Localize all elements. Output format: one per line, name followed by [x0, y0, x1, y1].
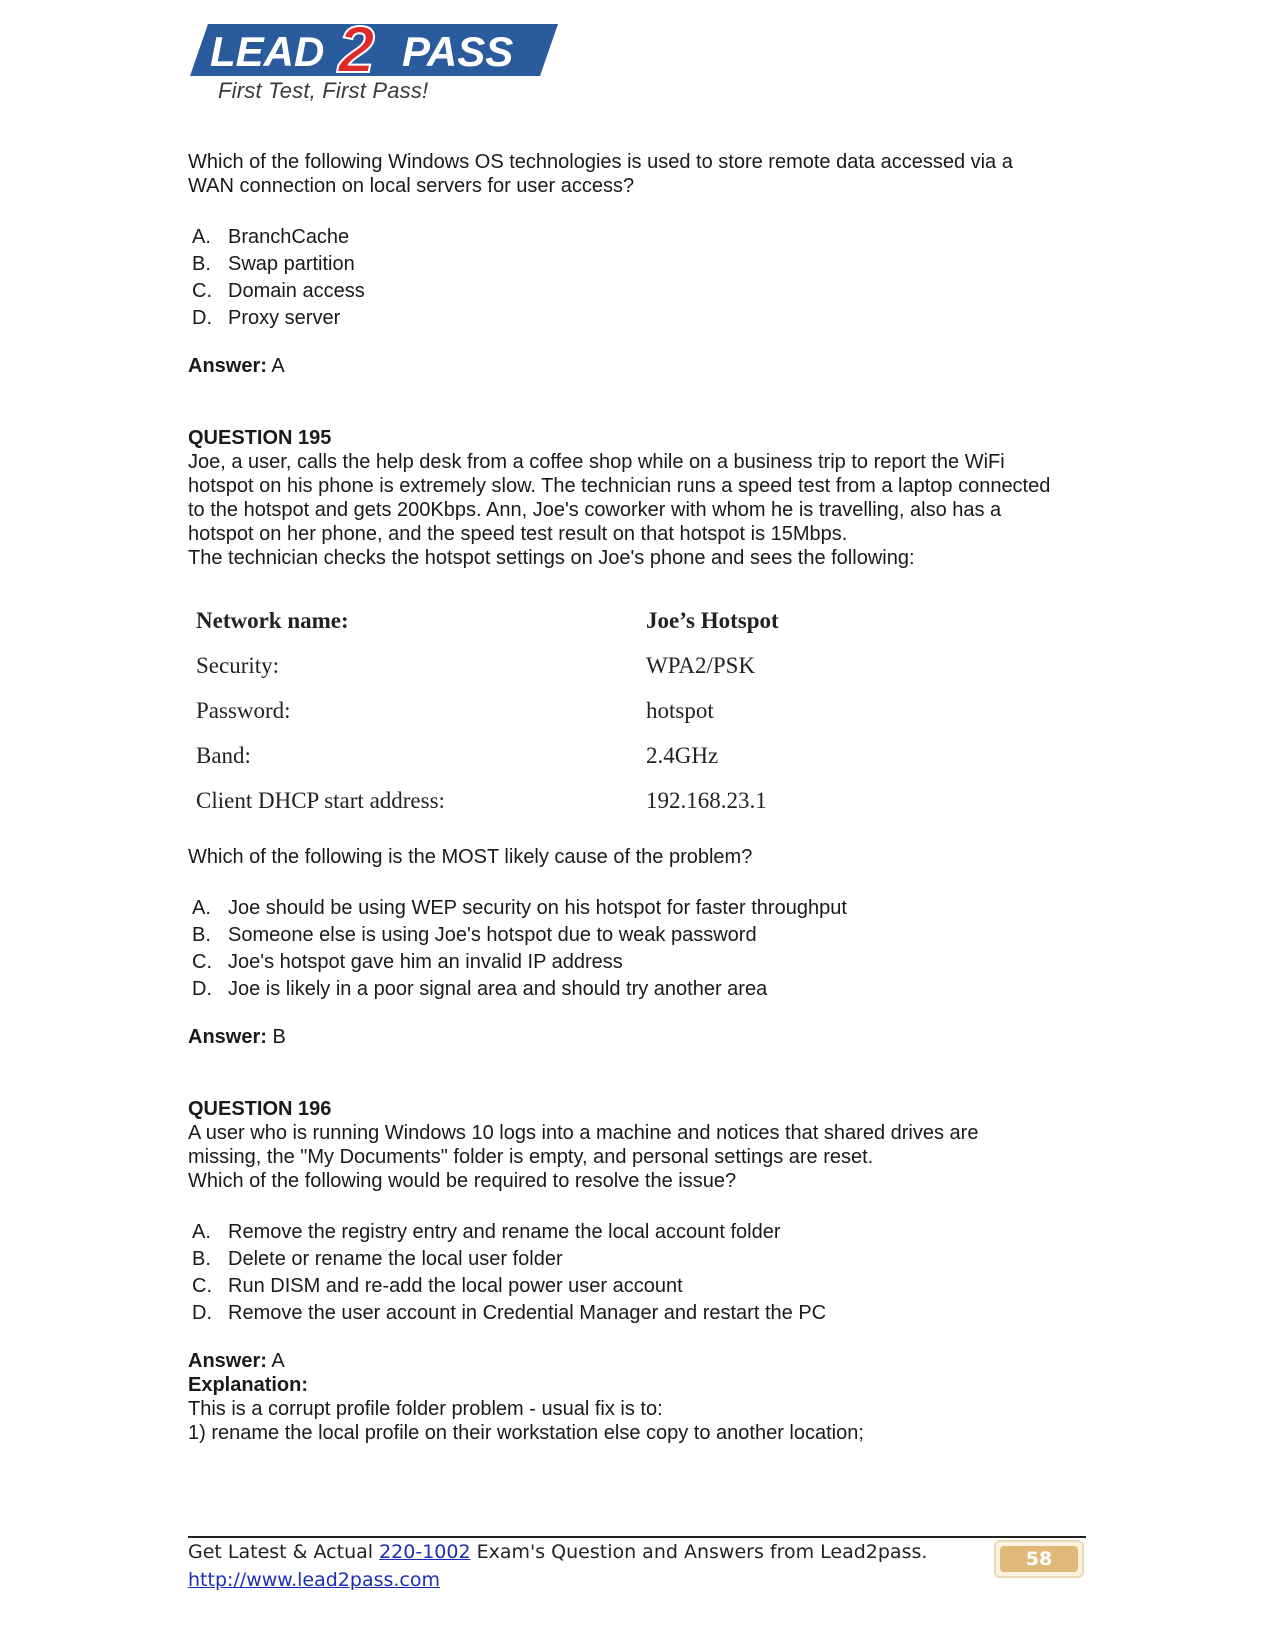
lead2pass-url-link[interactable]: http://www.lead2pass.com [188, 1569, 441, 1591]
option-list [188, 895, 1088, 1003]
question-line: to the hotspot and gets 200Kbps. Ann, Joe's coworker with whom he is travelling, also has a [188, 499, 1002, 521]
answer-value: A [271, 355, 285, 377]
explanation-line: 1) rename the local profile on their workstation else copy to another location; [188, 1422, 864, 1444]
answer-line [188, 1349, 1088, 1373]
option-text: Someone else is using Joe's hotspot due to weak password [228, 924, 757, 946]
option-letter: A. [192, 897, 211, 919]
logo-banner-graphic [190, 18, 590, 78]
option-letter: B. [192, 253, 211, 275]
footer [188, 1538, 927, 1594]
option-letter: D. [192, 307, 212, 329]
setting-key: Band: [196, 743, 251, 768]
question-line: Which of the following would be required to resolve the issue? [188, 1170, 737, 1192]
answer-label: Answer: [188, 1026, 267, 1048]
document-body [188, 150, 1088, 1445]
option-letter: D. [192, 1302, 212, 1324]
logo-tagline: First Test, First Pass! [218, 78, 429, 103]
setting-key: Security: [196, 653, 280, 678]
option-item [188, 895, 1088, 922]
settings-row [196, 733, 1088, 778]
question-line: The technician checks the hotspot settings on Joe's phone and sees the following: [188, 547, 915, 569]
option-letter: C. [192, 951, 212, 973]
option-text: Joe is likely in a poor signal area and should try another area [228, 978, 768, 1000]
option-text: Remove the registry entry and rename the local account folder [228, 1221, 781, 1243]
settings-row [196, 778, 1088, 823]
setting-key: Network name: [196, 608, 349, 633]
question-prompt: Which of the following is the MOST likely cause of the problem? [188, 846, 753, 868]
settings-row [196, 688, 1088, 733]
question-line: hotspot on his phone is extremely slow. The technician runs a speed test from a laptop connected [188, 475, 1051, 497]
question-text [188, 450, 1088, 570]
page-number: 58 [1000, 1546, 1078, 1572]
setting-value: 2.4GHz [646, 743, 719, 768]
option-letter: D. [192, 978, 212, 1000]
question-line: Which of the following Windows OS technologies is used to store remote data accessed via a [188, 151, 1013, 173]
answer-line [188, 354, 1088, 378]
question-text [188, 1121, 1088, 1193]
page-number-badge [994, 1540, 1084, 1578]
option-text: Joe's hotspot gave him an invalid IP address [228, 951, 623, 973]
option-text: Domain access [228, 280, 365, 302]
hotspot-settings-table [196, 598, 1088, 823]
option-item [188, 1300, 1088, 1327]
option-list [188, 224, 1088, 332]
option-text: Proxy server [228, 307, 341, 329]
option-text: Remove the user account in Credential Manager and restart the PC [228, 1302, 827, 1324]
question-heading: QUESTION 196 [188, 1098, 332, 1120]
setting-value: Joe’s Hotspot [646, 608, 779, 633]
lead2pass-logo [190, 10, 590, 110]
footer-prefix: Get Latest & Actual [188, 1541, 380, 1563]
question-196 [188, 1097, 1088, 1445]
settings-row [196, 598, 1088, 643]
footer-line [188, 1538, 927, 1566]
question-line: missing, the "My Documents" folder is empty, and personal settings are reset. [188, 1146, 874, 1168]
option-text: Run DISM and re-add the local power user account [228, 1275, 683, 1297]
option-text: BranchCache [228, 226, 350, 248]
logo-word-right: PASS [402, 28, 514, 75]
question-line: hotspot on her phone, and the speed test result on that hotspot is 15Mbps. [188, 523, 848, 545]
option-letter: A. [192, 1221, 211, 1243]
option-letter: C. [192, 1275, 212, 1297]
option-item [188, 922, 1088, 949]
option-text: Swap partition [228, 253, 355, 275]
option-list [188, 1219, 1088, 1327]
question-prev [188, 150, 1088, 378]
logo-numeral: 2 [338, 18, 375, 78]
option-letter: B. [192, 1248, 211, 1270]
answer-value: A [271, 1350, 285, 1372]
option-item [188, 1219, 1088, 1246]
explanation-text [188, 1397, 1088, 1445]
question-195 [188, 426, 1088, 1049]
option-text: Delete or rename the local user folder [228, 1248, 563, 1270]
explanation-line: This is a corrupt profile folder problem - usual fix is to: [188, 1398, 663, 1420]
option-item [188, 1273, 1088, 1300]
answer-value: B [272, 1026, 286, 1048]
option-letter: A. [192, 226, 211, 248]
setting-value: 192.168.23.1 [646, 788, 767, 813]
option-item [188, 1246, 1088, 1273]
footer-suffix: Exam's Question and Answers from Lead2pass. [470, 1541, 928, 1563]
option-letter: C. [192, 280, 212, 302]
question-heading: QUESTION 195 [188, 427, 332, 449]
setting-value: WPA2/PSK [646, 653, 756, 678]
question-line: A user who is running Windows 10 logs into a machine and notices that shared drives are [188, 1122, 979, 1144]
option-text: Joe should be using WEP security on his hotspot for faster throughput [228, 897, 847, 919]
option-letter: B. [192, 924, 211, 946]
option-item [188, 224, 1088, 251]
answer-label: Answer: [188, 1350, 267, 1372]
question-text [188, 150, 1088, 198]
option-item [188, 305, 1088, 332]
settings-row [196, 643, 1088, 688]
logo-word-left: LEAD [210, 28, 325, 75]
question-line: Joe, a user, calls the help desk from a coffee shop while on a business trip to report the WiFi [188, 451, 1005, 473]
setting-value: hotspot [646, 698, 714, 723]
answer-label: Answer: [188, 355, 267, 377]
option-item [188, 278, 1088, 305]
explanation-label: Explanation: [188, 1374, 309, 1396]
question-line: WAN connection on local servers for user access? [188, 175, 635, 197]
exam-code-link[interactable]: 220-1002 [379, 1541, 471, 1563]
option-item [188, 949, 1088, 976]
option-item [188, 976, 1088, 1003]
option-item [188, 251, 1088, 278]
answer-line [188, 1025, 1088, 1049]
setting-key: Password: [196, 698, 291, 723]
setting-key: Client DHCP start address: [196, 788, 445, 813]
